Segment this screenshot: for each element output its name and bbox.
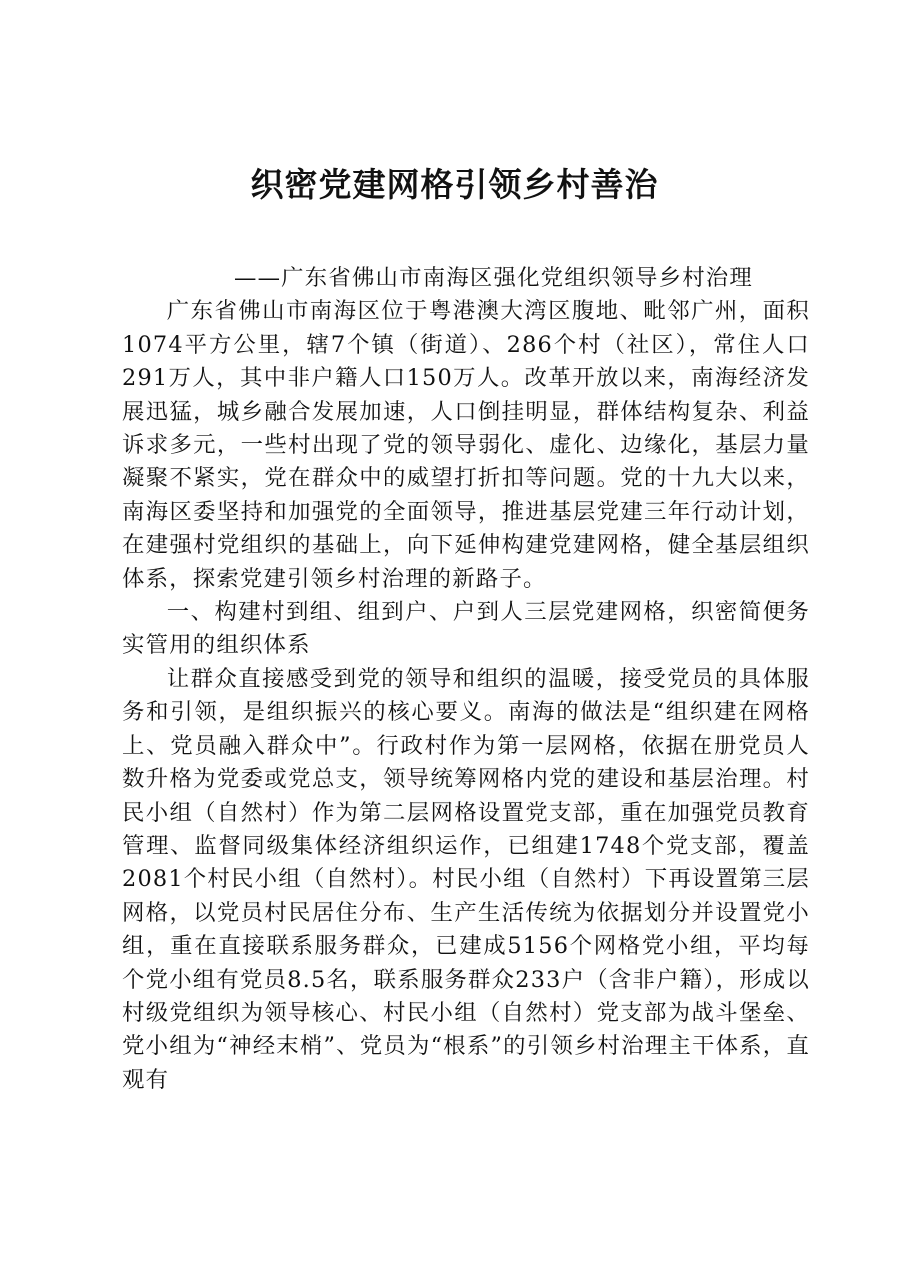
- paragraph-intro: 广东省佛山市南海区位于粤港澳大湾区腹地、毗邻广州，面积1074平方公里，辖7个镇（街道）、286个村（社区），常住人口291万人，其中非户籍人口150万人。改革开放以来，南海经济发展迅猛，城乡融合发展加速，人口倒挂明显，群体结构复杂、利益诉求多元，一些村出现了党的领导弱化、虚化、边缘化，基层力量凝聚不紧实，党在群众中的威望打折扣等问题。党的十九大以来，南海区委坚持和加强党的全面领导，推进基层党建三年行动计划，在建强村党组织的基础上，向下延伸构建党建网格，健全基层组织体系，探索党建引领乡村治理的新路子。: [122, 298, 810, 592]
- paragraph-section-1: 让群众直接感受到党的领导和组织的温暖，接受党员的具体服务和引领，是组织振兴的核心要义。南海的做法是“组织建在网格上、党员融入群众中”。行政村作为第一层网格，依据在册党员人数升格为党委或党总支，领导统筹网格内党的建设和基层治理。村民小组（自然村）作为第二层网格设置党支部，重在加强党员教育管理、监督同级集体经济组织运作，已组建1748个党支部，覆盖2081个村民小组（自然村）。村民小组（自然村）下再设置第三层网格，以党员村民居住分布、生产生活传统为依据划分并设置党小组，重在直接联系服务群众，已建成5156个网格党小组，平均每个党小组有党员8.5名，联系服务群众233户（含非户籍），形成以村级党组织为领导核心、村民小组（自然村）党支部为战斗堡垒、党小组为“神经末梢”、党员为“根系”的引领乡村治理主干体系，直观有: [122, 665, 810, 1093]
- document-title: 织密党建网格引领乡村善治: [250, 165, 659, 204]
- section-heading-1: 一、构建村到组、组到户、户到人三层党建网格，织密简便务实管用的组织体系: [122, 599, 810, 659]
- document-subtitle: ——广东省佛山市南海区强化党组织领导乡村治理: [234, 265, 753, 291]
- document-body: [122, 262, 810, 1097]
